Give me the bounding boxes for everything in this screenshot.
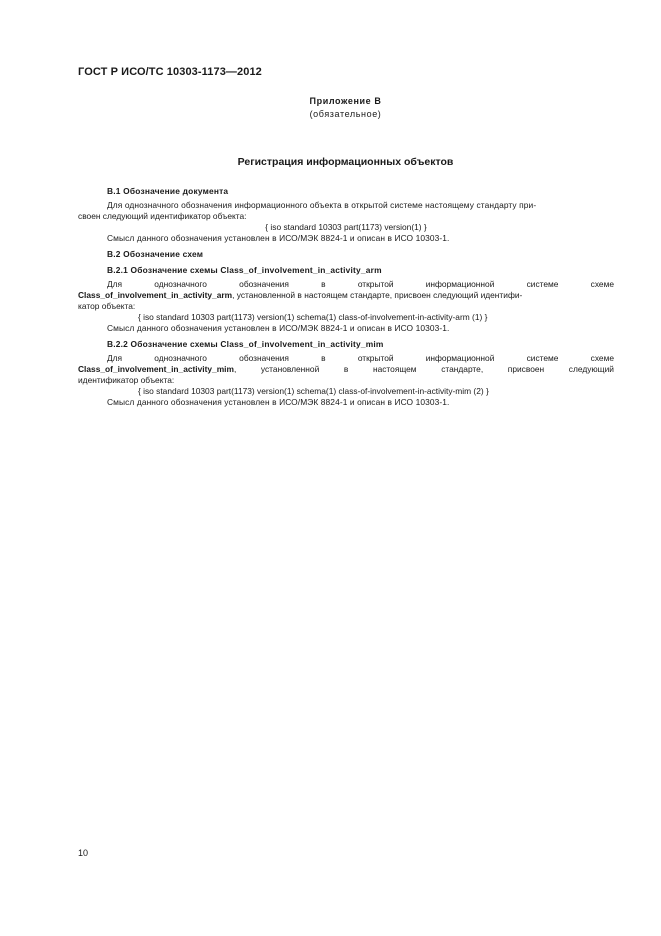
word: следующий [568, 364, 614, 374]
section-b22-identifier: { iso standard 10303 part(1173) version(1) schema(1) class-of-involvement-in-activity-mim (2) } [138, 386, 489, 396]
section-b1-identifier: { iso standard 10303 part(1173) version(1) } [265, 222, 427, 232]
section-b1-paragraph-line-2: своен следующий идентификатор объекта: [78, 211, 247, 221]
section-b21-identifier: { iso standard 10303 part(1173) version(1) schema(1) class-of-involvement-in-activity-arm (1) } [138, 312, 488, 322]
annex-label: Приложение В [309, 96, 382, 106]
word: информационной [425, 353, 495, 363]
word: обозначения [239, 279, 289, 289]
section-b1-heading: В.1 Обозначение документа [107, 186, 229, 196]
section-b21-line-3: катор объекта: [78, 301, 136, 311]
schema-name: Class_of_involvement_in_activity_arm [78, 290, 233, 300]
word: в [321, 353, 326, 363]
section-b22-line-3: идентификатор объекта: [78, 375, 175, 385]
word: системе [526, 279, 559, 289]
section-b2-heading: В.2 Обозначение схем [107, 249, 204, 259]
annex-title: Регистрация информационных объектов [237, 156, 454, 168]
word: обозначения [239, 353, 289, 363]
section-b21-line-1 [78, 279, 614, 290]
word: информационной [425, 279, 495, 289]
section-b1-paragraph-line-1: Для однозначного обозначения информационного объекта в открытой системе настоящему стандарту при- [107, 200, 537, 210]
word: открытой [357, 353, 394, 363]
section-b22-meaning: Смысл данного обозначения установлен в ИСО/МЭК 8824-1 и описан в ИСО 10303-1. [107, 397, 450, 407]
word: установленной [260, 364, 320, 374]
section-b22-heading: В.2.2 Обозначение схемы Class_of_involvement_in_activity_mim [107, 339, 384, 349]
word: присвоен [507, 364, 545, 374]
standard-header: ГОСТ Р ИСО/ТС 10303-1173—2012 [78, 66, 262, 78]
schema-wrap: Class_of_involvement_in_activity_mim, [78, 364, 237, 374]
line-text: , установленной в настоящем стандарте, присвоен следующий идентифи- [232, 290, 523, 300]
section-b22-line-2 [78, 364, 614, 375]
word: открытой [357, 279, 394, 289]
word: однозначного [154, 353, 207, 363]
annex-heading [0, 95, 661, 121]
section-b22-line-1 [78, 353, 614, 364]
word: в [321, 279, 326, 289]
word: однозначного [154, 279, 207, 289]
word: системе [526, 353, 559, 363]
section-b21-line-2 [78, 290, 614, 301]
word: схеме [590, 279, 614, 289]
section-b21-meaning: Смысл данного обозначения установлен в ИСО/МЭК 8824-1 и описан в ИСО 10303-1. [107, 323, 450, 333]
word: стандарте, [441, 364, 484, 374]
page-number: 10 [78, 848, 89, 858]
section-b21-heading: В.2.1 Обозначение схемы Class_of_involvement_in_activity_arm [107, 265, 382, 275]
word: Для [107, 279, 123, 289]
section-b1-meaning: Смысл данного обозначения установлен в ИСО/МЭК 8824-1 и описан в ИСО 10303-1. [107, 233, 450, 243]
word: в [343, 364, 349, 374]
word: настоящем [372, 364, 417, 374]
document-body [78, 186, 614, 408]
word: схеме [590, 353, 614, 363]
schema-name: Class_of_involvement_in_activity_mim [78, 364, 234, 374]
word: Для [107, 353, 123, 363]
annex-status: (обязательное) [309, 109, 382, 119]
